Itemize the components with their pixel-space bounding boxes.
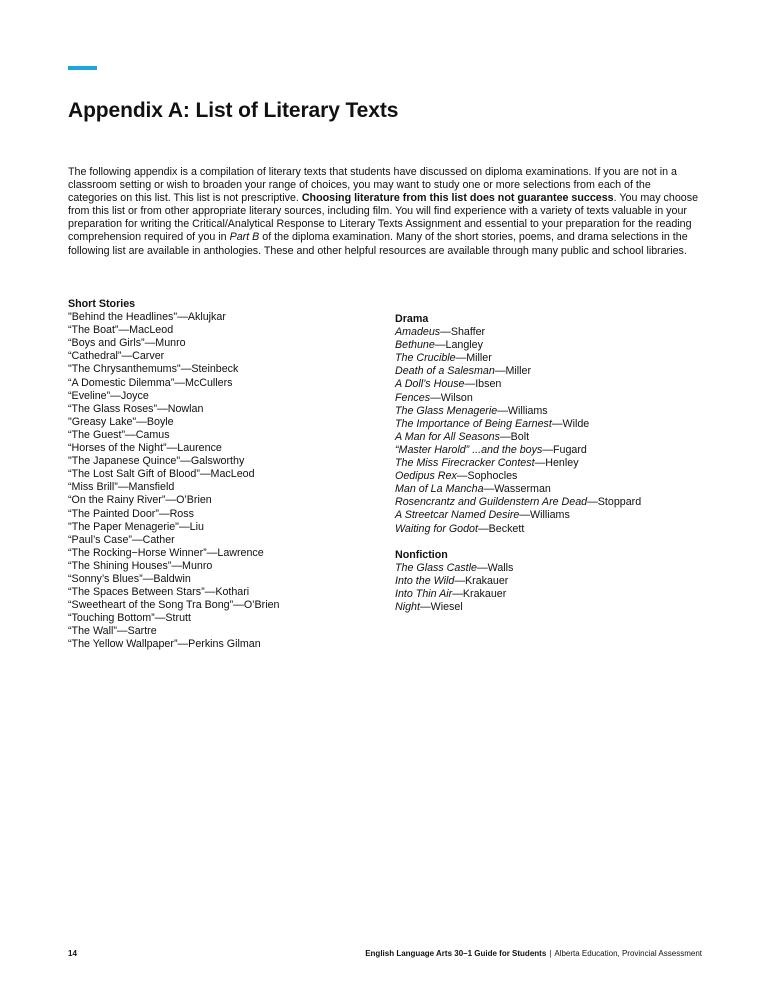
drama-item-author: —Langley <box>434 339 483 352</box>
drama-item-title: Death of a Salesman <box>395 365 495 378</box>
nonfiction-section <box>395 549 715 614</box>
drama-item <box>395 470 715 483</box>
drama-item-title: Waiting for Godot <box>395 522 478 535</box>
page-title: Appendix A: List of Literary Texts <box>68 99 399 122</box>
drama-item-title: The Importance of Being Earnest <box>395 417 552 430</box>
drama-item-title: “Master Harold” ...and the boys <box>395 443 543 456</box>
drama-item <box>395 418 715 431</box>
intro-paragraph <box>68 166 702 258</box>
drama-item-title: A Man for All Seasons <box>395 430 500 443</box>
drama-item-author: —Henley <box>534 457 579 470</box>
drama-item-title: A Streetcar Named Desire <box>395 509 520 522</box>
short-story-item: “The Yellow Wallpaper”—Perkins Gilman <box>68 638 261 651</box>
nonfiction-item-title: Into Thin Air <box>395 587 453 600</box>
nonfiction-item-title: Into the Wild <box>395 574 455 587</box>
drama-item-title: A Doll’s House <box>395 378 465 391</box>
footer-doc-title: English Language Arts 30–1 Guide for Students <box>365 949 547 958</box>
drama-item-author: —Miller <box>494 365 532 378</box>
nonfiction-item-title: The Glass Castle <box>395 561 477 574</box>
drama-item-title: The Glass Menagerie <box>395 404 498 417</box>
drama-item <box>395 444 715 457</box>
drama-item-title: Amadeus <box>395 326 441 339</box>
drama-item <box>395 457 715 470</box>
drama-item-title: The Crucible <box>395 352 456 365</box>
drama-item-author: —Wilde <box>551 417 590 430</box>
short-story-item: “The Lost Salt Gift of Blood”—MacLeod <box>68 468 255 481</box>
nonfiction-item <box>395 575 715 588</box>
short-story-item: “Touching Bottom”—Strutt <box>68 612 191 625</box>
drama-item-author: —Wilson <box>430 391 473 404</box>
short-story-item: “Eveline”—Joyce <box>68 389 149 402</box>
nonfiction-item-author: —Krakauer <box>452 587 507 600</box>
drama-item <box>395 392 715 405</box>
drama-item <box>395 523 715 536</box>
short-story-item: “The Rocking−Horse Winner”—Lawrence <box>68 546 264 559</box>
drama-heading: Drama <box>395 313 429 325</box>
short-story-item: “The Wall”—Sartre <box>68 625 157 638</box>
nonfiction-list <box>395 562 715 614</box>
intro-text-2: . You may choose from this list or from other appropriate literary sources, including film. You will find experience with a variety of texts valuable in your preparation for writing the Critical/Analytical Response to Literary Texts Assignment and essential to your preparation for the reading comprehension required of you in <box>68 192 699 244</box>
nonfiction-item-title: Night <box>395 600 420 613</box>
short-stories-heading: Short Stories <box>68 298 136 310</box>
short-story-item: “On the Rainy River”—O’Brien <box>68 494 212 507</box>
drama-item <box>395 496 715 509</box>
short-story-item: “The Glass Roses”—Nowlan <box>68 402 204 415</box>
drama-item-author: —Williams <box>519 509 570 522</box>
short-story-item: “Sweetheart of the Song Tra Bong”—O’Brien <box>68 599 280 612</box>
drama-item-title: Fences <box>395 391 431 404</box>
short-story-item: “The Guest”—Camus <box>68 428 170 441</box>
short-stories-section <box>68 298 368 652</box>
page-footer <box>68 949 702 958</box>
nonfiction-item <box>395 588 715 601</box>
drama-item-author: —Williams <box>497 404 548 417</box>
drama-item <box>395 483 715 496</box>
intro-text-1: The following appendix is a compilation of literary texts that students have discussed on diploma examinations. If you are not in a classroom setting or wish to broaden your range of choices, you may want to study one or more selections from each of the categories on this list. This list is not prescriptive. <box>68 166 677 205</box>
nonfiction-item-author: —Walls <box>476 561 514 574</box>
short-story-item: "The Paper Menagerie"—Liu <box>68 520 204 533</box>
nonfiction-item <box>395 601 715 614</box>
short-story-item: "The Chrysanthemums"—Steinbeck <box>68 363 239 376</box>
short-story-item: “The Shining Houses”—Munro <box>68 559 213 572</box>
short-story-item: “Boys and Girls”—Munro <box>68 337 186 350</box>
drama-item-author: —Shaffer <box>440 326 486 339</box>
drama-item-title: Man of La Mancha <box>395 483 484 496</box>
short-story-item: "The Japanese Quince"—Galsworthy <box>68 455 245 468</box>
drama-item <box>395 509 715 522</box>
drama-item-author: —Bolt <box>499 430 530 443</box>
drama-item-author: —Miller <box>455 352 492 365</box>
drama-item-title: The Miss Firecracker Contest <box>395 457 535 470</box>
drama-list <box>395 326 715 536</box>
drama-item-author: —Stoppard <box>587 496 642 509</box>
short-story-item: “Sonny’s Blues”—Baldwin <box>68 572 191 585</box>
nonfiction-item <box>395 562 715 575</box>
drama-item <box>395 378 715 391</box>
intro-italic-text: Part B <box>229 231 260 244</box>
short-story-item: “Paul’s Case”—Cather <box>68 533 175 546</box>
drama-item <box>395 365 715 378</box>
accent-bar <box>68 66 97 70</box>
drama-item-title: Oedipus Rex <box>395 470 457 483</box>
short-story-item: “Cathedral”—Carver <box>68 350 165 363</box>
short-story-item: “Horses of the Night”—Laurence <box>68 442 222 455</box>
footer-org: Alberta Education, Provincial Assessment <box>554 949 702 958</box>
short-story-item: “The Boat”—MacLeod <box>68 324 174 337</box>
drama-item-author: —Fugard <box>542 443 587 456</box>
drama-item-author: —Beckett <box>477 522 525 535</box>
short-story-item: “The Spaces Between Stars”—Kothari <box>68 586 250 599</box>
intro-bold-text: Choosing literature from this list does not guarantee success <box>301 192 614 205</box>
short-story-item: “The Painted Door”—Ross <box>68 507 194 520</box>
drama-item-title: Bethune <box>395 339 435 352</box>
page-number: 14 <box>68 949 77 958</box>
drama-item <box>395 431 715 444</box>
short-story-item: “Miss Brill”—Mansfield <box>68 481 175 494</box>
short-story-item: "Greasy Lake"—Boyle <box>68 415 174 428</box>
short-story-item: "Behind the Headlines"—Aklujkar <box>68 311 226 324</box>
drama-item <box>395 352 715 365</box>
drama-item <box>395 405 715 418</box>
nonfiction-item-author: —Krakauer <box>454 574 509 587</box>
right-column <box>395 313 715 614</box>
footer-credit <box>365 949 702 958</box>
nonfiction-item-author: —Wiesel <box>419 600 463 613</box>
drama-item-author: —Wasserman <box>483 483 551 496</box>
drama-item-author: —Sophocles <box>456 470 518 483</box>
footer-separator: | <box>549 949 552 958</box>
drama-item <box>395 339 715 352</box>
short-story-item: “A Domestic Dilemma”—McCullers <box>68 376 233 389</box>
drama-item-title: Rosencrantz and Guildenstern Are Dead <box>395 496 588 509</box>
drama-item-author: —Ibsen <box>464 378 502 391</box>
drama-item <box>395 326 715 339</box>
intro-text-3: of the diploma examination. Many of the short stories, poems, and drama selections in the following list are available in anthologies. These and other helpful resources are available through many public and school libraries. <box>68 231 688 257</box>
drama-section <box>395 313 715 536</box>
nonfiction-heading: Nonfiction <box>395 548 448 561</box>
short-stories-list <box>68 311 368 651</box>
